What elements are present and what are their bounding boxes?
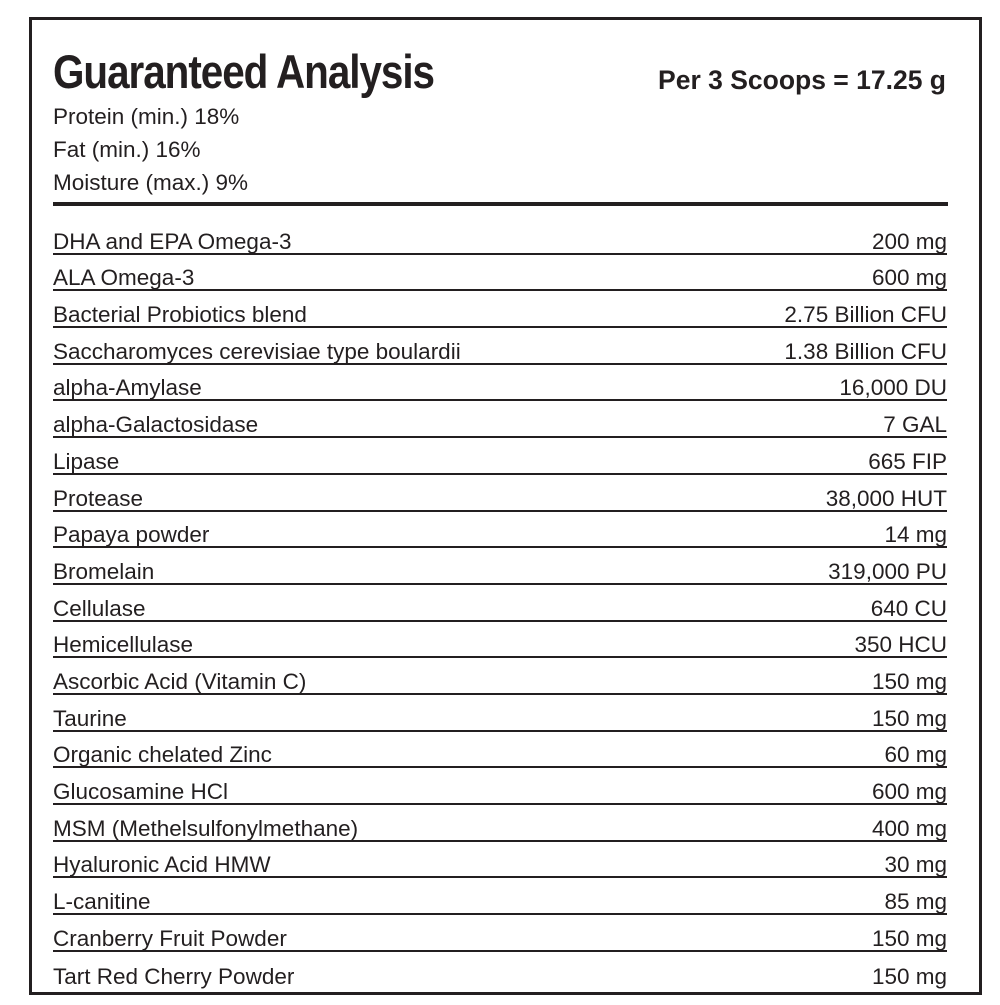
ingredient-amount: 30 mg bbox=[884, 852, 947, 878]
ingredient-amount: 150 mg bbox=[871, 705, 947, 731]
ingredient-amount: 319,000 PU bbox=[828, 558, 947, 584]
table-row bbox=[53, 365, 947, 402]
table-row bbox=[53, 438, 947, 475]
ingredient-name: Ascorbic Acid (Vitamin C) bbox=[53, 668, 307, 694]
ingredient-name: alpha-Galactosidase bbox=[53, 412, 259, 438]
ingredient-amount: 1.38 Billion CFU bbox=[784, 338, 947, 364]
ingredient-amount: 600 mg bbox=[871, 779, 947, 804]
ingredient-name: Saccharomyces cerevisiae type boulardii bbox=[53, 338, 461, 364]
ingredient-amount: 200 mg bbox=[871, 228, 947, 254]
ingredient-name: Tart Red Cherry Powder bbox=[53, 964, 295, 990]
table-row bbox=[53, 291, 947, 328]
table-row bbox=[53, 585, 947, 622]
ingredient-amount: 150 mg bbox=[871, 925, 947, 951]
ingredient-name: Hyaluronic Acid HMW bbox=[53, 852, 271, 878]
ingredient-amount: 600 mg bbox=[871, 265, 947, 291]
table-row bbox=[53, 842, 947, 879]
ingredient-table bbox=[53, 218, 947, 988]
section-divider bbox=[53, 202, 948, 206]
ingredient-name: DHA and EPA Omega-3 bbox=[53, 228, 292, 254]
basic-analysis-fat: Fat (min.) 16% bbox=[53, 137, 201, 162]
ingredient-amount: 2.75 Billion CFU bbox=[784, 302, 947, 328]
ingredient-amount: 14 mg bbox=[884, 522, 947, 548]
table-row bbox=[53, 512, 947, 549]
ingredient-amount: 16,000 DU bbox=[839, 375, 947, 401]
ingredient-name: Bacterial Probiotics blend bbox=[53, 302, 307, 328]
ingredient-name: Taurine bbox=[53, 705, 127, 731]
ingredient-name: Cellulase bbox=[53, 595, 146, 621]
basic-analysis-moisture: Moisture (max.) 9% bbox=[53, 170, 249, 195]
ingredient-name: Bromelain bbox=[53, 558, 155, 584]
ingredient-amount: 150 mg bbox=[871, 668, 947, 694]
ingredient-name: Papaya powder bbox=[53, 522, 210, 548]
ingredient-amount: 38,000 HUT bbox=[825, 485, 947, 511]
ingredient-amount: 60 mg bbox=[884, 742, 947, 768]
ingredient-name: Glucosamine HCl bbox=[53, 779, 229, 804]
ingredient-name: alpha-Amylase bbox=[53, 375, 202, 401]
table-row bbox=[53, 878, 947, 915]
serving-size: Per 3 Scoops = 17.25 g bbox=[658, 65, 946, 95]
table-row bbox=[53, 952, 947, 989]
ingredient-name: Lipase bbox=[53, 448, 120, 474]
ingredient-amount: 400 mg bbox=[871, 815, 947, 841]
label-title: Guaranteed Analysis bbox=[53, 45, 435, 98]
table-row bbox=[53, 548, 947, 585]
ingredient-amount: 7 GAL bbox=[883, 412, 947, 438]
table-row bbox=[53, 732, 947, 769]
ingredient-name: Protease bbox=[53, 485, 144, 511]
table-row bbox=[53, 218, 947, 255]
table-row bbox=[53, 475, 947, 512]
ingredient-amount: 85 mg bbox=[884, 889, 947, 915]
ingredient-amount: 150 mg bbox=[871, 964, 947, 990]
table-row bbox=[53, 805, 947, 842]
ingredient-name: Organic chelated Zinc bbox=[53, 742, 272, 768]
ingredient-name: Hemicellulase bbox=[53, 632, 194, 658]
ingredient-amount: 640 CU bbox=[870, 595, 947, 621]
table-row bbox=[53, 658, 947, 695]
table-row bbox=[53, 255, 947, 292]
ingredient-name: L-canitine bbox=[53, 889, 151, 915]
ingredient-name: MSM (Methelsulfonylmethane) bbox=[53, 815, 359, 841]
ingredient-amount: 350 HCU bbox=[854, 632, 947, 658]
basic-analysis-protein: Protein (min.) 18% bbox=[53, 104, 240, 129]
table-row bbox=[53, 915, 947, 952]
ingredient-name: ALA Omega-3 bbox=[53, 265, 195, 291]
table-row bbox=[53, 695, 947, 732]
table-row bbox=[53, 401, 947, 438]
ingredient-name: Cranberry Fruit Powder bbox=[53, 925, 287, 951]
table-row bbox=[53, 622, 947, 659]
ingredient-amount: 665 FIP bbox=[868, 448, 947, 474]
table-row bbox=[53, 328, 947, 365]
table-row bbox=[53, 768, 947, 805]
